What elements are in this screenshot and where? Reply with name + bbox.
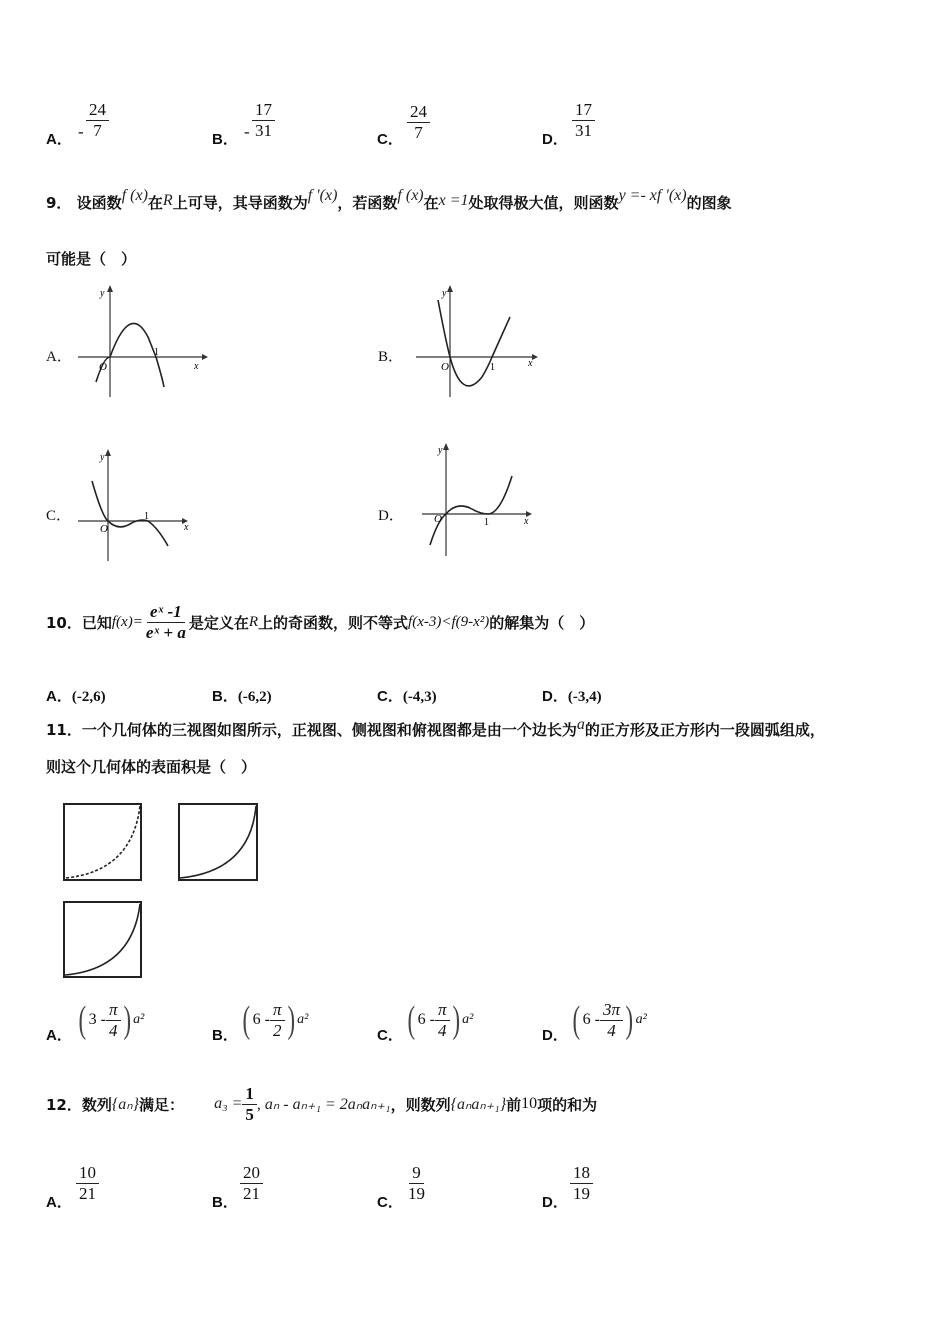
origin-label: O <box>434 513 442 525</box>
x-arrow <box>532 354 538 360</box>
fraction: $\frac{\pi}{2}$ <box>270 1000 285 1040</box>
y-label: y <box>100 452 105 463</box>
q10-option-b[interactable]: B．(-6,2) <box>212 688 272 705</box>
x-arrow <box>202 354 208 360</box>
fraction: $\frac{\pi}{4}$ <box>435 1000 450 1040</box>
q9-stem-line2: 可能是（ ） <box>46 250 137 268</box>
top-view <box>60 899 146 981</box>
q9-option-d[interactable]: D． <box>378 508 404 524</box>
y-label: y <box>442 288 447 299</box>
fraction: $\frac{24}{7}$ <box>407 102 430 142</box>
origin-label: O <box>100 523 108 535</box>
curve <box>438 300 510 386</box>
fraction: $\frac{\pi}{4}$ <box>106 1000 121 1040</box>
arc <box>65 904 140 975</box>
tick-label-1: 1 <box>484 517 489 528</box>
q12-stem: 12．数列 {aₙ} 满足： a₃ = $\frac{1}{5}$ , aₙ - aₙ₊₁ = 2aₙaₙ₊₁ ，则数列 {aₙaₙ₊₁} 前 10 项的和为 <box>46 1084 598 1124</box>
x-label: x <box>194 361 199 372</box>
q9-option-a[interactable]: A． <box>46 349 72 365</box>
y-label: y <box>438 445 443 456</box>
fraction: $\frac{20}{21}$ <box>240 1163 263 1203</box>
y-arrow <box>447 285 453 292</box>
curve <box>430 476 512 545</box>
q9-graph-a[interactable] <box>70 282 210 400</box>
fraction: $\frac{18}{19}$ <box>570 1163 593 1203</box>
fraction: $\frac{9}{19}$ <box>408 1163 425 1203</box>
q9-stem: 9． 设函数f (x)在R上可导，其导函数为f ′(x)，若函数f (x)在x =1处取得极大值，则函数y =- xf ′(x)的图象 <box>46 187 732 212</box>
origin-label: O <box>441 361 449 373</box>
dashed-arc <box>66 806 140 878</box>
q10-stem: 10．已知 f(x)= $\frac{\text{eˣ -1}}{\text{eˣ + a}}$ 是定义在 R 上的奇函数，则不等式 f(x-3)<f(9-x²) 的解集为（ ） <box>46 602 595 642</box>
q9-graph-d[interactable] <box>410 440 540 560</box>
fraction: $\frac{17}{31}$ <box>572 100 595 140</box>
y-label: y <box>100 288 105 299</box>
y-arrow <box>443 443 449 450</box>
front-view <box>60 801 146 883</box>
tick-label-1: 1 <box>154 347 159 358</box>
q10-option-d[interactable]: D．(-3,4) <box>542 688 602 705</box>
arc <box>180 806 256 878</box>
tick-label-1: 1 <box>144 511 149 522</box>
fraction: $\frac{10}{21}$ <box>76 1163 99 1203</box>
curve <box>92 481 168 546</box>
fraction: $\frac{17}{31}$ <box>252 100 275 140</box>
y-arrow <box>107 285 113 292</box>
x-label: x <box>524 516 529 527</box>
fraction: $\frac{\text{eˣ -1}}{\text{eˣ + a}}$ <box>145 602 186 642</box>
q11-stem-line2: 则这个几何体的表面积是（ ） <box>46 758 257 776</box>
q10-option-c[interactable]: C．(-4,3) <box>377 688 437 705</box>
origin-label: O <box>99 361 107 373</box>
fraction: $\frac{24}{7}$ <box>86 100 109 140</box>
x-label: x <box>184 522 189 533</box>
q9-option-b[interactable]: B． <box>378 349 404 365</box>
q9-graph-b[interactable] <box>410 282 550 400</box>
q9-option-c[interactable]: C． <box>46 508 72 524</box>
side-view <box>175 801 263 883</box>
y-arrow <box>105 449 111 456</box>
q11-stem: 11．一个几何体的三视图如图所示，正视图、侧视图和俯视图都是由一个边长为a的正方形及正方形内一段圆弧组成， <box>46 716 825 739</box>
fraction: $\frac{1}{5}$ <box>242 1084 257 1124</box>
tick-label-1: 1 <box>490 362 495 373</box>
fraction: $\frac{3\pi}{4}$ <box>600 1000 623 1040</box>
q10-option-a[interactable]: A．(-2,6) <box>46 688 106 705</box>
q9-graph-c[interactable] <box>70 446 200 564</box>
x-label: x <box>528 358 533 369</box>
